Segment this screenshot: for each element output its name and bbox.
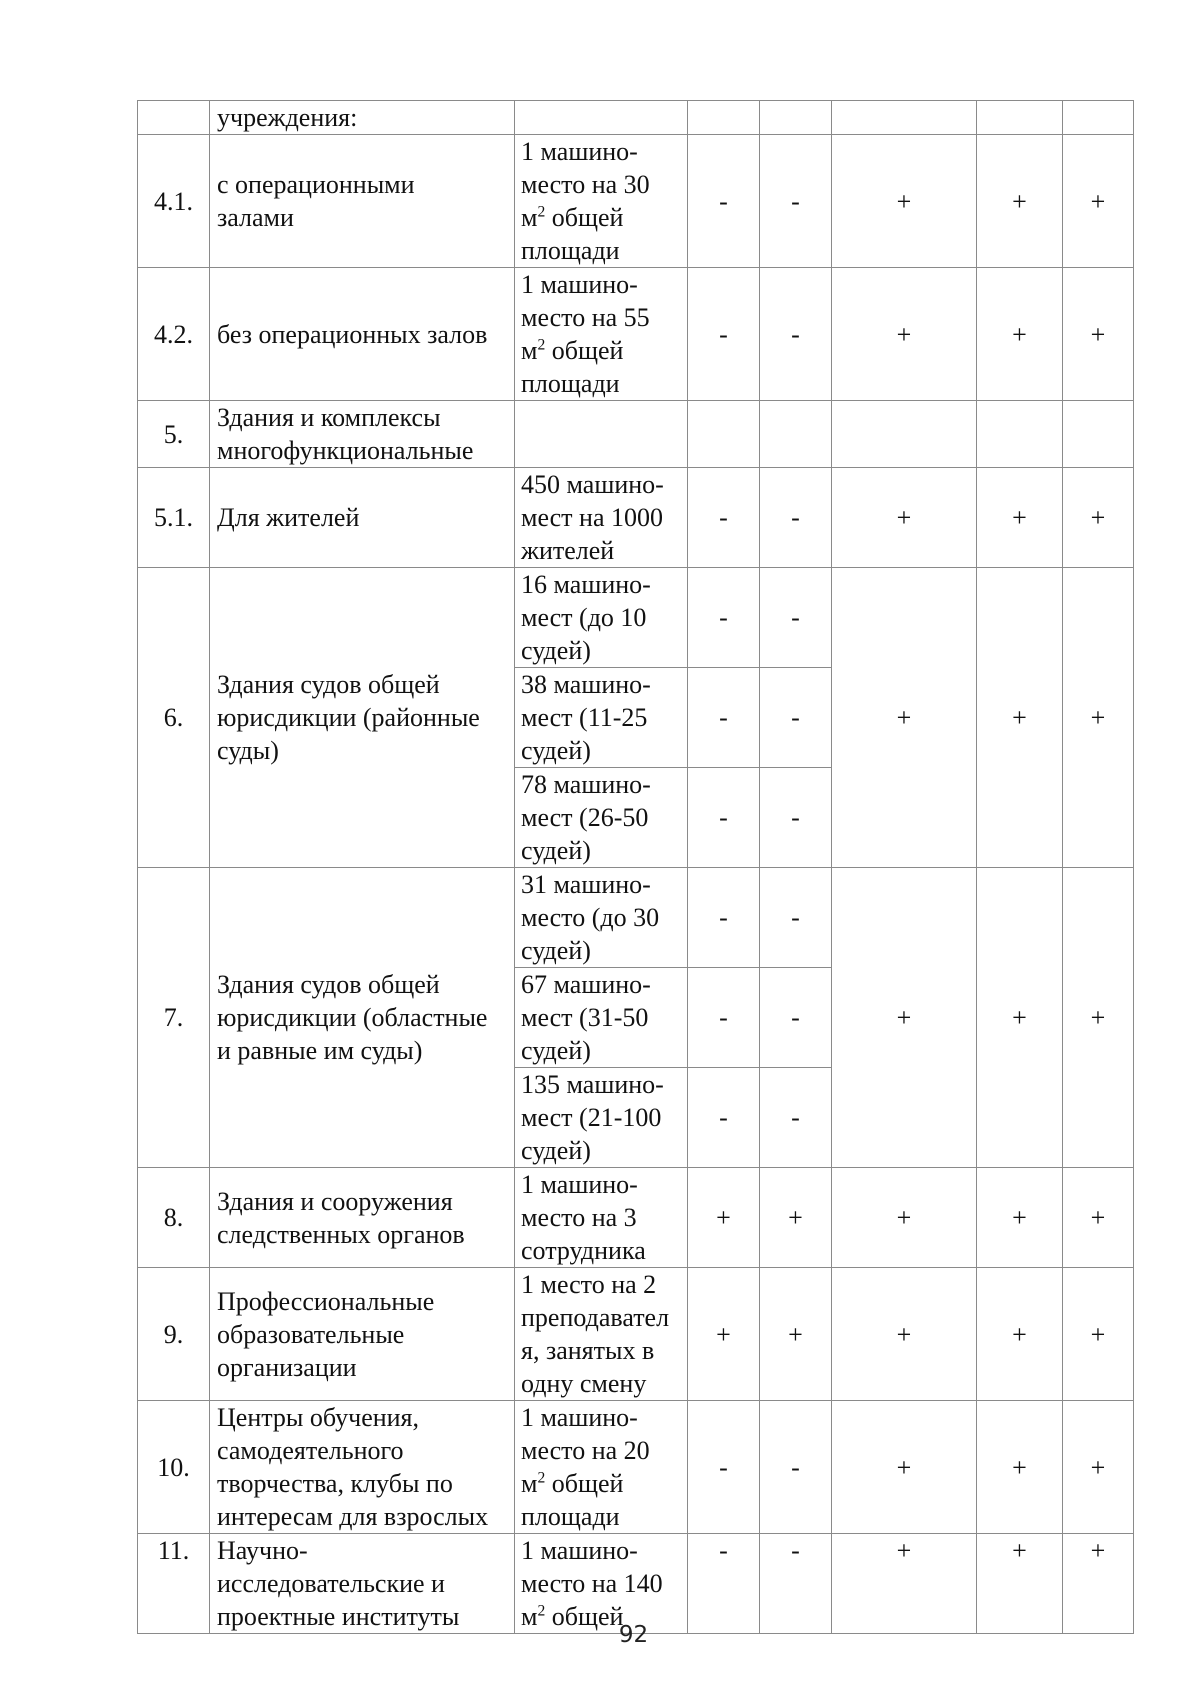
superscript: 2 bbox=[537, 1602, 546, 1620]
parking-norm bbox=[515, 668, 688, 768]
mark-cell: - bbox=[688, 1401, 760, 1534]
text-line: 450 машино- bbox=[521, 470, 664, 499]
superscript: 2 bbox=[537, 336, 546, 354]
parking-norm bbox=[515, 1268, 688, 1401]
text-line: самодеятельного bbox=[217, 1436, 404, 1465]
mark-cell: - bbox=[688, 768, 760, 868]
text-line: жителей bbox=[521, 536, 615, 565]
text-line: Здания и сооружения bbox=[217, 1186, 453, 1216]
text-line: многофункциональные bbox=[217, 436, 474, 465]
text-line: 78 машино- bbox=[521, 770, 651, 799]
mark-cell: - bbox=[688, 468, 760, 568]
row-number: 5. bbox=[138, 401, 210, 468]
table-row bbox=[138, 401, 1134, 468]
mark-cell bbox=[760, 401, 832, 468]
text-line: Здания судов общей bbox=[217, 970, 440, 999]
row-number bbox=[138, 101, 210, 135]
mark-cell: + bbox=[760, 1168, 832, 1268]
text-line: 16 машино- bbox=[521, 570, 651, 599]
text-line: судей) bbox=[521, 936, 591, 965]
mark-cell bbox=[688, 401, 760, 468]
parking-norm bbox=[515, 401, 688, 468]
text-line: $м^2$ общей bbox=[521, 336, 624, 365]
mark-cell: + bbox=[1063, 1401, 1134, 1534]
mark-cell: + bbox=[760, 1268, 832, 1401]
mark-cell: + bbox=[977, 868, 1063, 1168]
text-line: залами bbox=[217, 203, 294, 232]
mark-cell: + bbox=[832, 1401, 977, 1534]
mark-cell: - bbox=[760, 568, 832, 668]
mark-cell: - bbox=[760, 268, 832, 401]
text-line: сотрудника bbox=[521, 1236, 646, 1265]
mark-cell: + bbox=[832, 1534, 977, 1634]
parking-norm bbox=[515, 968, 688, 1068]
row-number: 9. bbox=[138, 1268, 210, 1401]
row-number: 5.1. bbox=[138, 468, 210, 568]
table-row bbox=[138, 1268, 1134, 1401]
text-line: 1 машино- bbox=[521, 1403, 638, 1432]
superscript: 2 bbox=[537, 203, 546, 221]
mark-cell: + bbox=[1063, 135, 1134, 268]
text-line: мест (21-100 bbox=[521, 1103, 662, 1132]
mark-cell: - bbox=[688, 1534, 760, 1634]
mark-cell: - bbox=[688, 968, 760, 1068]
parking-norm bbox=[515, 768, 688, 868]
mark-cell: + bbox=[977, 268, 1063, 401]
parking-norm bbox=[515, 468, 688, 568]
mark-cell bbox=[760, 101, 832, 135]
text-line: Здания и комплексы bbox=[217, 403, 441, 432]
facility-name bbox=[210, 1401, 515, 1534]
mark-cell: - bbox=[760, 1401, 832, 1534]
mark-cell: + bbox=[1063, 268, 1134, 401]
row-number: 8. bbox=[138, 1168, 210, 1268]
text-line: с операционными bbox=[217, 170, 415, 199]
text-line: место на 140 bbox=[521, 1569, 663, 1598]
facility-name bbox=[210, 468, 515, 568]
mark-cell: + bbox=[977, 1268, 1063, 1401]
mark-cell: - bbox=[760, 135, 832, 268]
text-line: 38 машино- bbox=[521, 670, 651, 699]
mark-cell: + bbox=[1063, 1534, 1134, 1634]
mark-cell: + bbox=[1063, 568, 1134, 868]
text-line: площади bbox=[521, 369, 620, 398]
text-line: преподавател bbox=[521, 1303, 670, 1332]
facility-name bbox=[210, 1168, 515, 1268]
facility-name bbox=[210, 1534, 515, 1634]
text-line: место (до 30 bbox=[521, 903, 660, 932]
text-line: мест (до 10 bbox=[521, 603, 647, 632]
text-line: 67 машино- bbox=[521, 970, 651, 999]
superscript: 2 bbox=[537, 1469, 546, 1487]
mark-cell: + bbox=[1063, 1168, 1134, 1268]
mark-cell bbox=[832, 101, 977, 135]
mark-cell: + bbox=[977, 135, 1063, 268]
mark-cell: - bbox=[760, 668, 832, 768]
mark-cell: + bbox=[1063, 868, 1134, 1168]
mark-cell: - bbox=[760, 468, 832, 568]
parking-norm bbox=[515, 868, 688, 968]
text-line: учреждения: bbox=[217, 103, 358, 132]
text-line: юрисдикции (областные bbox=[217, 1003, 488, 1032]
text-line: 1 машино- bbox=[521, 1536, 638, 1565]
mark-cell: - bbox=[688, 268, 760, 401]
mark-cell: - bbox=[760, 768, 832, 868]
parking-norm bbox=[515, 568, 688, 668]
text-line: судей) bbox=[521, 1136, 591, 1165]
facility-name bbox=[210, 135, 515, 268]
facility-name bbox=[210, 401, 515, 468]
parking-norm bbox=[515, 1168, 688, 1268]
text-line: судей) bbox=[521, 836, 591, 865]
page-number: 92 bbox=[618, 1622, 649, 1648]
mark-cell: + bbox=[977, 1401, 1063, 1534]
mark-cell: - bbox=[688, 1068, 760, 1168]
table-row bbox=[138, 1168, 1134, 1268]
text-line: 1 машино- bbox=[521, 270, 638, 299]
mark-cell: + bbox=[832, 268, 977, 401]
text-line: судей) bbox=[521, 736, 591, 765]
row-number: 10. bbox=[138, 1401, 210, 1534]
text-line: Профессиональные bbox=[217, 1286, 435, 1316]
text-line: одну смену bbox=[521, 1369, 647, 1398]
facility-name bbox=[210, 1268, 515, 1401]
mark-cell: - bbox=[688, 868, 760, 968]
mark-cell bbox=[1063, 101, 1134, 135]
text-line: мест (11-25 bbox=[521, 703, 648, 732]
text-line: юрисдикции (районные bbox=[217, 703, 480, 732]
text-line: 1 машино- bbox=[521, 137, 638, 166]
table-row bbox=[138, 101, 1134, 135]
mark-cell: + bbox=[688, 1168, 760, 1268]
text-line: $м^2$ общей bbox=[521, 1602, 624, 1631]
text-line: мест (26-50 bbox=[521, 803, 649, 832]
text-line: я, занятых в bbox=[521, 1336, 655, 1365]
text-line: суды) bbox=[217, 736, 279, 765]
mark-cell: + bbox=[977, 1168, 1063, 1268]
row-number: 4.2. bbox=[138, 268, 210, 401]
text-line: образовательные bbox=[217, 1319, 405, 1349]
facility-name bbox=[210, 868, 515, 1168]
mark-cell bbox=[832, 401, 977, 468]
text-line: площади bbox=[521, 1502, 620, 1531]
mark-cell: + bbox=[688, 1268, 760, 1401]
table-row bbox=[138, 1401, 1134, 1534]
mark-cell bbox=[977, 101, 1063, 135]
row-number: 7. bbox=[138, 868, 210, 1168]
text-line: мест на 1000 bbox=[521, 503, 663, 532]
text-line: Научно- bbox=[217, 1536, 308, 1565]
parking-norm bbox=[515, 1068, 688, 1168]
text-line: творчества, клубы по bbox=[217, 1469, 453, 1498]
mark-cell: - bbox=[688, 135, 760, 268]
mark-cell bbox=[977, 401, 1063, 468]
mark-cell: + bbox=[1063, 468, 1134, 568]
mark-cell: - bbox=[688, 668, 760, 768]
mark-cell: + bbox=[832, 1268, 977, 1401]
text-line: судей) bbox=[521, 1036, 591, 1065]
table-row bbox=[138, 268, 1134, 401]
text-line: проектные институты bbox=[217, 1602, 460, 1631]
row-number: 11. bbox=[138, 1534, 210, 1634]
parking-norm bbox=[515, 101, 688, 135]
facility-name bbox=[210, 101, 515, 135]
mark-cell: - bbox=[760, 1068, 832, 1168]
parking-norm bbox=[515, 1534, 688, 1634]
table-row bbox=[138, 1534, 1134, 1634]
mark-cell: - bbox=[688, 568, 760, 668]
parking-norm bbox=[515, 1401, 688, 1534]
text-line: место на 55 bbox=[521, 303, 650, 332]
parking-norm bbox=[515, 135, 688, 268]
text-line: интересам для взрослых bbox=[217, 1502, 489, 1531]
text-line: исследовательские и bbox=[217, 1569, 445, 1598]
mark-cell: + bbox=[977, 468, 1063, 568]
mark-cell: + bbox=[832, 1168, 977, 1268]
mark-cell: - bbox=[760, 868, 832, 968]
text-line: $м^2$ общей bbox=[521, 203, 624, 232]
text-line: площади bbox=[521, 236, 620, 265]
text-line: судей) bbox=[521, 636, 591, 665]
text-line: 1 машино- bbox=[521, 1170, 638, 1199]
row-number: 4.1. bbox=[138, 135, 210, 268]
table-row bbox=[138, 135, 1134, 268]
text-line: место на 30 bbox=[521, 170, 650, 199]
text-line: следственных органов bbox=[217, 1219, 465, 1249]
mark-cell: + bbox=[832, 568, 977, 868]
text-line: $м^2$ общей bbox=[521, 1469, 624, 1498]
text-line: и равные им суды) bbox=[217, 1036, 423, 1065]
table-row bbox=[138, 868, 1134, 968]
text-line: 1 место на 2 bbox=[521, 1270, 657, 1299]
mark-cell bbox=[688, 101, 760, 135]
text-line: 31 машино- bbox=[521, 870, 651, 899]
text-line: организации bbox=[217, 1352, 357, 1382]
text-line: без операционных залов bbox=[217, 319, 488, 349]
text-line: место на 20 bbox=[521, 1436, 650, 1465]
text-line: 135 машино- bbox=[521, 1070, 664, 1099]
text-line: мест (31-50 bbox=[521, 1003, 649, 1032]
mark-cell: - bbox=[760, 968, 832, 1068]
mark-cell bbox=[1063, 401, 1134, 468]
parking-norms-table bbox=[137, 100, 1134, 1634]
row-number: 6. bbox=[138, 568, 210, 868]
mark-cell: - bbox=[760, 1534, 832, 1634]
facility-name bbox=[210, 268, 515, 401]
table-row bbox=[138, 468, 1134, 568]
mark-cell: + bbox=[832, 135, 977, 268]
mark-cell: + bbox=[832, 868, 977, 1168]
text-line: место на 3 bbox=[521, 1203, 637, 1232]
parking-norm bbox=[515, 268, 688, 401]
text-line: Центры обучения, bbox=[217, 1403, 420, 1432]
text-line: Для жителей bbox=[217, 503, 360, 532]
facility-name bbox=[210, 568, 515, 868]
mark-cell: + bbox=[977, 568, 1063, 868]
mark-cell: + bbox=[1063, 1268, 1134, 1401]
text-line: Здания судов общей bbox=[217, 670, 440, 699]
mark-cell: + bbox=[977, 1534, 1063, 1634]
table-row bbox=[138, 568, 1134, 668]
mark-cell: + bbox=[832, 468, 977, 568]
